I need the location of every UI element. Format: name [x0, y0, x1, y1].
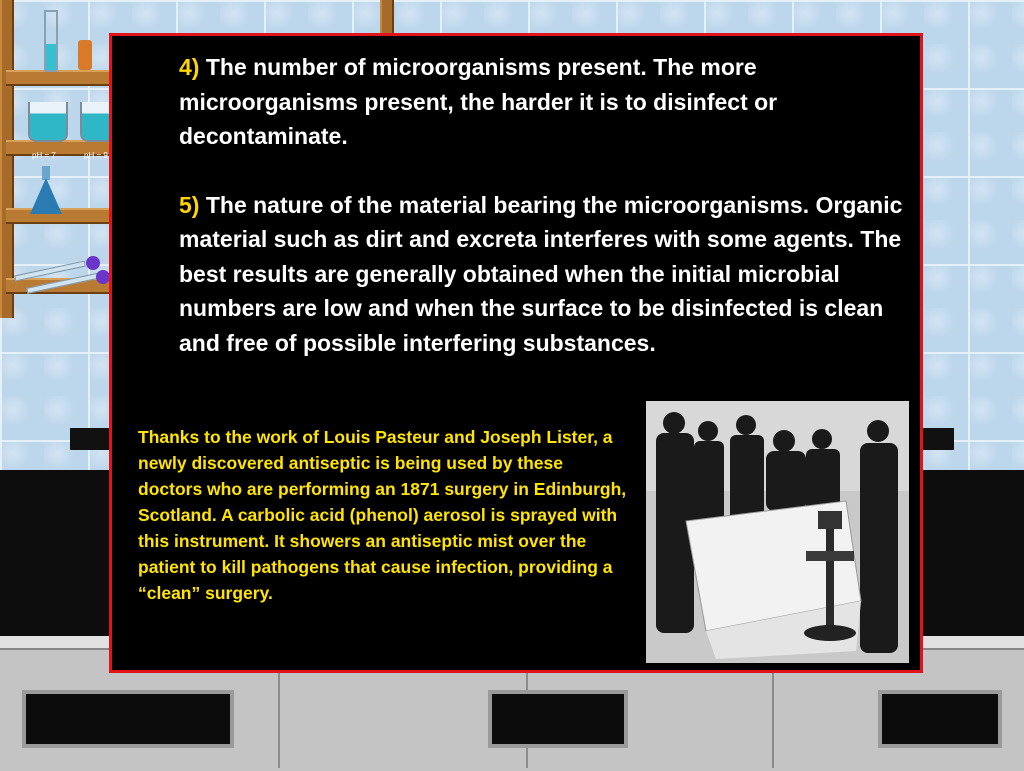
shelf-board: [6, 70, 114, 86]
photo-caption: Thanks to the work of Louis Pasteur and Joseph Lister, a newly discovered antiseptic is being used by these doctors who are performing an 1871 surgery in Edinburgh, Scotland. A carbolic acid (phenol) aerosol is sprayed with this instrument. It showers an antiseptic mist over the patient to kill pathogens that cause infection, providing a “clean” surgery.: [138, 427, 627, 603]
pipette-bulb-icon: [96, 270, 110, 284]
paragraph-4: [179, 50, 909, 154]
bench-side-right: [922, 470, 1024, 636]
drawer: [488, 690, 628, 748]
beaker-icon: [28, 102, 68, 142]
drawer: [22, 690, 234, 748]
bench-side-left: [0, 470, 110, 636]
amber-bottle-icon: [78, 40, 92, 70]
surgery-photograph: [646, 401, 909, 663]
paragraph-text: The number of microorganisms present. The more microorganisms present, the harder it is to disinfect or decontaminate.: [179, 54, 778, 149]
paragraph-number: 4): [179, 54, 200, 80]
ph-label: pH = 7: [32, 151, 56, 160]
shelf-post-left: [0, 0, 14, 318]
pipette-bulb-icon: [86, 256, 100, 270]
surgery-scene-image: [646, 401, 909, 663]
paragraph-text: The nature of the material bearing the microorganisms. Organic material such as dirt and excreta interferes with some agents. The best results are generally obtained when the initial microbial numbers are low and when the surface to be disinfected is clean and free of possible interfering substances.: [179, 191, 903, 356]
graduated-cylinder-icon: [44, 10, 58, 72]
slide-body-text: [179, 50, 909, 394]
paragraph-5: [179, 188, 909, 361]
drawer: [878, 690, 1002, 748]
erlenmeyer-flask-icon: [30, 178, 62, 214]
ph-label: pH = 9: [84, 151, 108, 160]
paragraph-number: 5): [179, 191, 200, 218]
